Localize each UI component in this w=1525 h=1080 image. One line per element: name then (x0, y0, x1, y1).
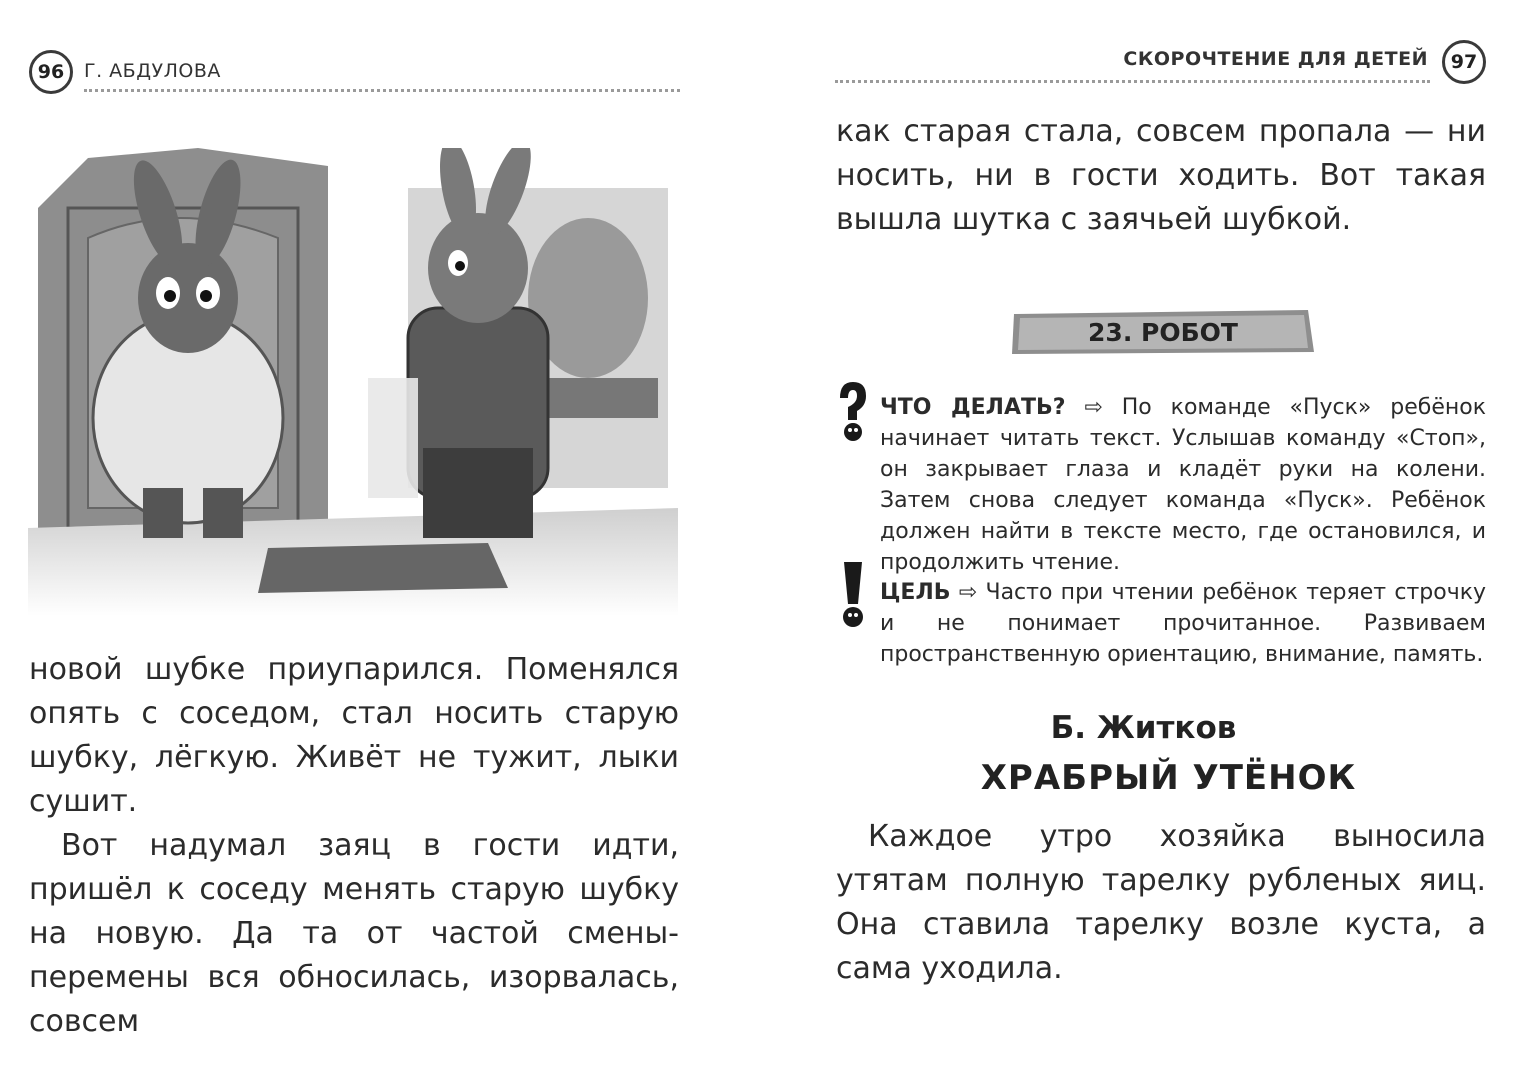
left-page (0, 0, 762, 1080)
paragraph: Вот надумал заяц в гости идти, пришёл к соседу менять старую шубку на новую. Да та от частой смены-перемены вся обносилась, изорвалась, совсем (29, 828, 679, 1039)
section-badge (1010, 308, 1316, 356)
story-author: Б. Житков (1050, 710, 1237, 746)
goal-label: ЦЕЛЬ (880, 580, 951, 605)
body-text (29, 648, 679, 1044)
story-title: ХРАБРЫЙ УТЁНОК (980, 758, 1357, 798)
page-number: 96 (29, 50, 73, 94)
running-head: Г. АБДУЛОВА (84, 60, 221, 82)
arrow-icon: ⇨ (958, 580, 978, 605)
what-to-do-label: ЧТО ДЕЛАТЬ? (880, 395, 1066, 420)
running-head: СКОРОЧТЕНИЕ ДЛЯ ДЕТЕЙ (1123, 48, 1428, 70)
header-rule (84, 89, 680, 92)
section-title: 23. РОБОТ (1088, 317, 1238, 347)
continuation-text: как старая стала, совсем пропала — ни носить, ни в гости ходить. Вот такая вышла шутка с заячьей шубкой. (836, 114, 1486, 237)
goal-text: ЦЕЛЬ ⇨ Часто при чтении ребёнок теряет строчку и не понимает прочитанное. Развиваем пространственную ориентацию, внимание, память. (880, 580, 1487, 667)
right-page (762, 0, 1525, 1080)
header-rule (835, 80, 1430, 83)
exclamation-mark-icon (838, 560, 868, 634)
question-mark-icon (836, 380, 870, 450)
arrow-icon: ⇨ (1084, 395, 1103, 420)
what-to-do-text: ЧТО ДЕЛАТЬ? ⇨ По команде «Пуск» ребёнок начинает читать текст. Услышав команду «Стоп», он закрывает глаза и кладёт руки на колени. Затем снова следует команда «Пуск». Ребёнок должен найти в тексте место, где остановился, и продолжить чтение. (880, 395, 1487, 575)
paragraph: новой шубке приупарился. Поменялся опять с соседом, стал носить старую шубку, лёгкую. Живёт не тужит, лыки сушит. (29, 652, 679, 819)
illustration-two-hares (28, 148, 678, 616)
story-text: Каждое утро хозяйка выносила утятам полную тарелку рубленых яиц. Она ставила тарелку возле куста, а сама уходила. (836, 819, 1486, 986)
page-number: 97 (1442, 40, 1486, 84)
